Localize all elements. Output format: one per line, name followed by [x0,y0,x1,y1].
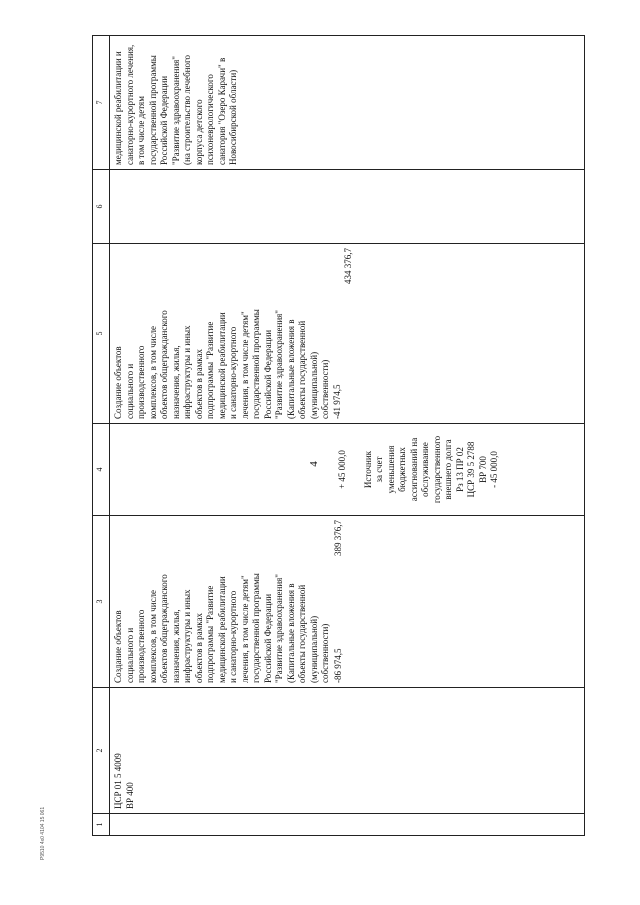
code-line-csr: ЦСР 01 5 4009 [113,753,123,809]
header-row [93,36,110,836]
original-total: 389 376,7 [332,520,343,556]
justification-text: медицинской реабилитации и санаторно-курортного лечения, в том числе детям государственной программы Российской Федерации "Развитие здравоохранения" (на строительство лечебного корпуса детского психоневрологического санатория "Озеро Карачи" в Новосибирской области) [113,44,239,165]
rotated-table-container [92,36,592,836]
code-line-vr: ВР 400 [124,782,135,809]
footer-code: Р9510 4x0 4104 15 061 [40,806,46,860]
header-cell-1: 1 [93,814,110,836]
header-cell-7: 7 [93,36,110,170]
header-cell-2: 2 [93,688,110,814]
source-description: Источник за счет уменьшения бюджетных ассигнований на обслуживание государственного внешнего долга Рз 13 ПР 02 ЦСР 39 5 2788 ВР 700 [362,435,488,504]
cell-justification [110,36,585,170]
new-description: Создание объектов социального и производственного комплексов, в том числе объектов общегражданского назначения, жилья, инфраструктуры и иных объектов в рамках подпрограммы "Развитие медицинской реабилитации и санаторно-курортного лечения, в том числе детям" государственной программы Российской Федерации "Развитие здравоохранения" (Капитальные вложения в объекты государственной (муниципальной) собственности) [113,309,331,419]
cell-new-text [110,244,585,424]
header-cell-3: 3 [93,516,110,688]
original-description: Создание объектов социального и производственного комплексов, в том числе объектов общегражданского назначения, жилья, инфраструктуры и иных объектов в рамках подпрограммы "Развитие медицинской реабилитации и санаторно-курортного лечения, в том числе детям" государственной программы Российской Федерации "Развитие здравоохранения" (Капитальные вложения в объекты государственной (муниципальной) собственности) [113,573,331,683]
amendment-table [92,35,585,836]
cell-source [110,424,585,516]
page-number: 4 [308,461,320,467]
cell-col1 [110,814,585,836]
cell-code [110,688,585,814]
cell-col6 [110,170,585,244]
new-change: -41 974,5 [331,384,342,419]
original-amounts [333,520,345,683]
source-minus-amount: - 45 000,0 [489,451,500,488]
source-plus-amount: + 45 000,0 [337,450,347,489]
header-cell-4: 4 [93,424,110,516]
cell-original-text [110,516,585,688]
original-change: -86 974,5 [332,648,343,683]
new-total: 434 376,7 [343,248,354,284]
header-cell-5: 5 [93,244,110,424]
header-cell-6: 6 [93,170,110,244]
table-row [110,36,585,836]
